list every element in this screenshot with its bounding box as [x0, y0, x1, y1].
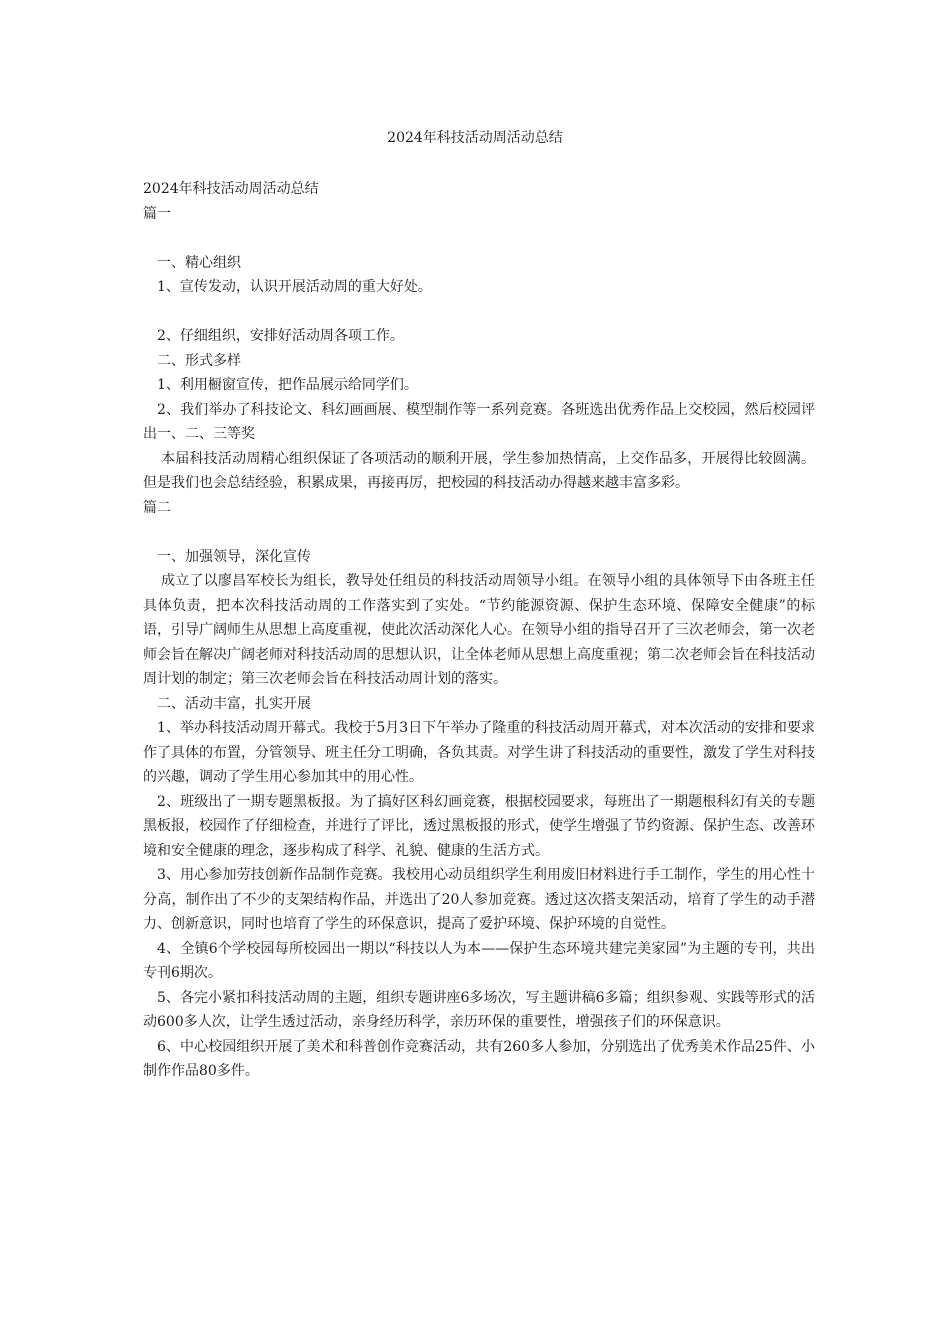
document-body [143, 177, 815, 1084]
list-item: 2、我们举办了科技论文、科幻画画展、模型制作等一系列竞赛。各班选出优秀作品上交校园，然后校园评出一、二、三等奖 [143, 401, 815, 442]
list-item: 6、中心校园组织开展了美术和科普创作竞赛活动，共有260多人参加，分别选出了优秀美术作品25件、小制作作品80多件。 [143, 1038, 815, 1079]
list-item: 4、全镇6个学校园每所校园出一期以“科技以人为本——保护生态环境共建完美家园”为主题的专刊，共出专刊6期次。 [143, 940, 815, 981]
list-item: 3、用心参加劳技创新作品制作竞赛。我校用心动员组织学生利用废旧材料进行手工制作，学生的用心性十分高，制作出了不少的支架结构作品，并选出了20人参加竞赛。透过这次搭支架活动，培育了学生的动手潜力、创新意识，同时也培育了学生的环保意识，提高了爱护环境、保护环境的自觉性。 [143, 867, 815, 932]
spacer [143, 300, 815, 325]
list-item: 1、宣传发动，认识开展活动周的重大好处。 [157, 279, 432, 295]
section-heading: 二、活动丰富，扎实开展 [157, 695, 311, 712]
document-subtitle: 2024年科技活动周活动总结 [143, 181, 319, 197]
list-item: 5、各完小紧扣科技活动周的主题，组织专题讲座6多场次，写主题讲稿6多篇；组织参观、实践等形式的活动600多人次，让学生透过活动，亲身经历科学，亲历环保的重要性，增强孩子们的环保意识。 [143, 989, 815, 1030]
spacer [143, 520, 815, 545]
spacer [143, 226, 815, 251]
list-item: 2、班级出了一期专题黑板报。为了搞好区科幻画竞赛，根据校园要求，每班出了一期题根科幻有关的专题黑板报，校园作了仔细检查，并进行了评比，透过黑板报的形式，使学生增强了节约资源、保护生态、改善环境和安全健康的理念，逐步构成了科学、礼貌、健康的生活方式。 [143, 793, 815, 859]
list-item: 2、仔细组织，安排好活动周各项工作。 [157, 328, 404, 344]
section-heading: 一、加强领导，深化宣传 [157, 548, 311, 565]
section-heading: 二、形式多样 [157, 352, 241, 369]
document-title: 2024年科技活动周活动总结 [387, 130, 563, 146]
part-label: 篇二 [143, 499, 171, 516]
part-label: 篇一 [143, 205, 171, 222]
list-item: 1、利用橱窗宣传，把作品展示给同学们。 [157, 377, 418, 393]
paragraph: 本届科技活动周精心组织保证了各项活动的顺利开展，学生参加热情高，上交作品多，开展得比较圆满。但是我们也会总结经验，积累成果，再接再厉，把校园的科技活动办得越来越丰富多彩。 [143, 450, 815, 491]
list-item: 1、举办科技活动周开幕式。我校于5月3日下午举办了隆重的科技活动周开幕式，对本次活动的安排和要求作了具体的布置，分管领导、班主任分工明确，各负其责。对学生讲了科技活动的重要性，激发了学生对科技的兴趣，调动了学生用心参加其中的用心性。 [143, 720, 815, 785]
paragraph: 成立了以廖昌军校长为组长，教导处任组员的科技活动周领导小组。在领导小组的具体领导下由各班主任具体负责，把本次科技活动周的工作落实到了实处。“节约能源资源、保护生态环境、保障安全健康”的标语，引导广阔师生从思想上高度重视，使此次活动深化人心。在领导小组的指导召开了三次老师会，第一次老师会旨在解决广阔老师对科技活动周的思想认识，让全体老师从思想上高度重视；第二次老师会旨在科技活动周计划的制定；第三次老师会旨在科技活动周计划的落实。 [143, 573, 815, 687]
section-heading: 一、精心组织 [157, 254, 241, 271]
